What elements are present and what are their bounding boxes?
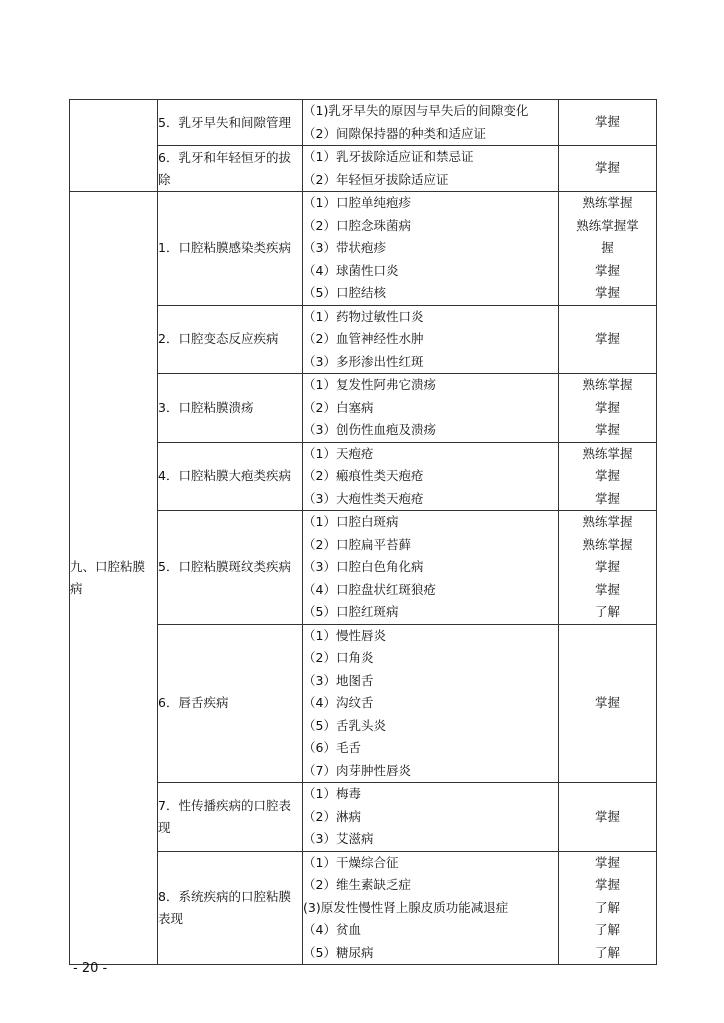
content-item: （3）艾滋病 (303, 831, 374, 846)
subunit-label: 2．口腔变态反应疾病 (158, 331, 279, 347)
content-cell (303, 783, 559, 852)
table-row (70, 783, 657, 852)
content-item: （2）口腔扁平苔藓 (303, 536, 411, 552)
content-item: （5）舌乳头炎 (303, 717, 386, 733)
requirement-cell (559, 783, 657, 852)
content-item: （1）口腔白斑病 (303, 514, 399, 529)
content-item: （4）贫血 (303, 922, 361, 937)
content-item: （2）间隙保持器的种类和适应证 (303, 125, 486, 141)
requirement-level: 熟练掌握 (582, 536, 633, 552)
content-cell (303, 100, 559, 146)
requirement-level: 掌握 (594, 262, 620, 278)
syllabus-table (69, 99, 657, 965)
table-row (70, 374, 657, 443)
requirement-level: 掌握 (594, 114, 620, 130)
requirement-level: 掌握 (594, 877, 620, 892)
requirement-level: 掌握 (594, 285, 620, 300)
subunit-label: 3．口腔粘膜溃疡 (158, 399, 254, 415)
subunit-label: 6．唇舌疾病 (158, 695, 229, 711)
table-row (70, 305, 657, 374)
content-item: （4）沟纹舌 (303, 695, 374, 710)
requirement-level: 熟练掌握 (582, 445, 633, 461)
requirement-level: 掌握 (594, 331, 620, 346)
requirement-level: 熟练掌握 (582, 514, 633, 529)
requirement-level: 了解 (594, 922, 620, 937)
subunit-cell (158, 374, 303, 443)
requirement-cell (559, 374, 657, 443)
subunit-label: 6．乳牙和年轻恒牙的拔除 (158, 149, 291, 187)
content-item: （1）干燥综合征 (303, 854, 399, 870)
requirement-cell (559, 851, 657, 965)
content-item: （1）天疱疮 (303, 445, 374, 461)
requirement-level: 掌握 (594, 808, 620, 824)
requirement-level: 了解 (594, 899, 620, 915)
content-item: （2）血管神经性水肿 (303, 331, 424, 346)
requirement-level: 了解 (594, 944, 620, 960)
subunit-label: 8．系统疾病的口腔粘膜表现 (158, 888, 291, 926)
content-item: （4）球菌性口炎 (303, 262, 399, 278)
subunit-cell (158, 442, 303, 511)
subunit-cell (158, 624, 303, 783)
requirement-level: 熟练掌握 (582, 377, 633, 392)
content-cell (303, 305, 559, 374)
content-item: （6）毛舌 (303, 740, 361, 755)
content-item: （1）乳牙拔除适应证和禁忌证 (303, 149, 474, 164)
empty-unit-cell (70, 100, 158, 192)
content-item: （1）慢性唇炎 (303, 627, 386, 643)
content-item: （2）口角炎 (303, 650, 374, 665)
table-row (70, 851, 657, 965)
subunit-label: 5．乳牙早失和间隙管理 (158, 114, 291, 130)
content-item: （2）维生素缺乏症 (303, 877, 411, 892)
unit-title: 九、口腔粘膜病 (70, 559, 146, 596)
content-cell (303, 374, 559, 443)
requirement-cell (559, 511, 657, 625)
content-item: （1）复发性阿弗它溃疡 (303, 377, 436, 392)
subunit-cell (158, 146, 303, 192)
requirement-level: 掌握 (594, 399, 620, 415)
subunit-label: 5．口腔粘膜斑纹类疾病 (158, 559, 291, 575)
content-item: （3）地图舌 (303, 672, 374, 688)
subunit-label: 4．口腔粘膜大疱类疾病 (158, 468, 291, 484)
content-item: （3）多形渗出性红斑 (303, 353, 424, 369)
content-item: （1）药物过敏性口炎 (303, 308, 424, 324)
requirement-level: 了解 (594, 604, 620, 619)
content-item: （7）肉芽肿性唇炎 (303, 762, 411, 778)
subunit-label: 1．口腔粘膜感染类疾病 (158, 240, 291, 256)
content-cell (303, 442, 559, 511)
content-item: （3）大疱性类天疱疮 (303, 490, 424, 506)
requirement-level: 掌握 (594, 490, 620, 506)
content-item: （5）糖尿病 (303, 944, 374, 960)
subunit-cell (158, 100, 303, 146)
table-row (70, 192, 657, 306)
table-row (70, 511, 657, 625)
subunit-cell (158, 192, 303, 306)
table-row (70, 146, 657, 192)
content-cell (303, 624, 559, 783)
content-cell (303, 146, 559, 192)
content-item: （4）口腔盘状红斑狼疮 (303, 581, 436, 597)
requirement-level: 掌握 (594, 559, 620, 574)
subunit-cell (158, 783, 303, 852)
requirement-cell (559, 624, 657, 783)
content-item: （5）口腔结核 (303, 285, 386, 300)
unit-cell (70, 192, 158, 965)
content-item: （2）白塞病 (303, 399, 374, 415)
content-item: （2）瘢痕性类天疱疮 (303, 468, 424, 483)
requirement-level: 掌握 (594, 581, 620, 597)
page-number: - 20 - (73, 961, 108, 976)
requirement-level: 掌握 (594, 695, 620, 710)
content-item: （2）口腔念珠菌病 (303, 217, 411, 233)
content-item: （2）淋病 (303, 808, 361, 824)
table-row (70, 624, 657, 783)
table-row (70, 442, 657, 511)
requirement-cell (559, 305, 657, 374)
content-item: （2）年轻恒牙拔除适应证 (303, 171, 449, 187)
content-item: （1）梅毒 (303, 786, 361, 801)
requirement-level: 掌握 (594, 468, 620, 483)
content-cell (303, 192, 559, 306)
content-item: (3)原发性慢性肾上腺皮质功能减退症 (303, 899, 509, 915)
content-item: （5）口腔红斑病 (303, 604, 399, 619)
requirement-level: 掌握 (594, 422, 620, 437)
subunit-cell (158, 511, 303, 625)
subunit-cell (158, 851, 303, 965)
requirement-level: 掌握 (594, 854, 620, 870)
requirement-level: 熟练掌握掌 (576, 217, 639, 233)
content-item: （1)乳牙早失的原因与早失后的间隙变化 (303, 103, 529, 118)
content-item: （3）创伤性血疱及溃疡 (303, 422, 436, 437)
requirement-cell (559, 100, 657, 146)
requirement-cell (559, 146, 657, 192)
content-item: （3）口腔白色角化病 (303, 559, 424, 574)
requirement-level: 熟练掌握 (582, 195, 633, 210)
requirement-cell (559, 442, 657, 511)
requirement-level: 握 (601, 240, 614, 255)
content-cell (303, 851, 559, 965)
requirement-cell (559, 192, 657, 306)
subunit-label: 7．性传播疾病的口腔表现 (158, 797, 291, 835)
table-row (70, 100, 657, 146)
requirement-level: 掌握 (594, 160, 620, 176)
content-item: （1）口腔单纯疱疹 (303, 195, 411, 210)
content-item: （3）带状疱疹 (303, 240, 386, 255)
content-cell (303, 511, 559, 625)
subunit-cell (158, 305, 303, 374)
